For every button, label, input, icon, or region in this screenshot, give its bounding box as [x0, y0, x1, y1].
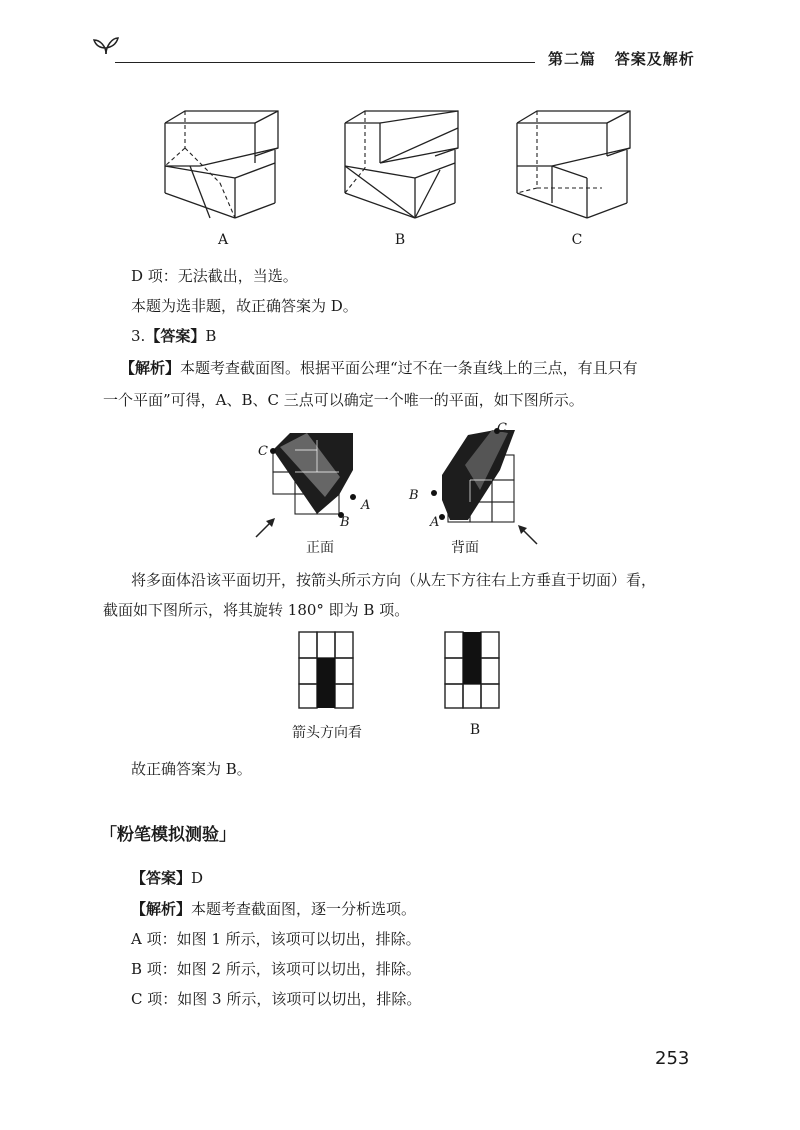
figure-solid-a — [160, 108, 285, 223]
figure-solid-b — [340, 108, 465, 223]
section-caption-arrow: 箭头方向看 — [292, 725, 362, 741]
figure-solid-c — [512, 108, 637, 223]
quiz-answer-value: D — [191, 869, 204, 887]
figure-cube-back — [420, 425, 530, 525]
analysis-text-1: 本题考查截面图。根据平面公理“过不在一条直线上的三点，有且只有 — [180, 359, 638, 377]
quiz-analysis-text: 本题考查截面图，逐一分析选项。 — [191, 900, 417, 918]
figure-section-arrow-view — [297, 630, 357, 710]
figure-section-option-b — [443, 630, 503, 710]
front-view-arrow-icon — [253, 515, 278, 540]
q3-number: 3. — [131, 327, 146, 345]
front-point-b: B — [340, 515, 350, 530]
front-point-c: C — [258, 444, 268, 459]
quiz-analysis — [131, 899, 416, 919]
header-rule — [115, 62, 535, 63]
q3-answer-value: B — [205, 327, 217, 345]
header-section: 第二篇 — [548, 50, 597, 68]
q3-answer-label: 【答案】 — [145, 327, 206, 345]
quiz-analysis-label: 【解析】 — [131, 900, 192, 918]
cut-text-2: 截面如下图所示，将其旋转 180° 即为 B 项。 — [103, 601, 410, 619]
quiz-c-item: C 项：如图 3 所示，该项可以切出，排除。 — [131, 990, 422, 1008]
cut-text-1: 将多面体沿该平面切开，按箭头所示方向（从左下方往右上方垂直于切面）看， — [131, 571, 657, 589]
back-point-b: B — [409, 488, 419, 503]
section-title: 「粉笔模拟测验」 — [100, 825, 236, 845]
quiz-a-item: A 项：如图 1 所示，该项可以切出，排除。 — [131, 930, 421, 948]
front-caption: 正面 — [306, 540, 334, 556]
back-point-c: C — [497, 421, 507, 436]
quiz-answer-label: 【答案】 — [131, 869, 192, 887]
quiz-b-item: B 项：如图 2 所示，该项可以切出，排除。 — [131, 960, 421, 978]
figure-label-a: A — [217, 232, 229, 248]
figure-label-c: C — [571, 232, 583, 248]
analysis-line-1 — [120, 358, 638, 378]
analysis-line-2: 一个平面”可得，A、B、C 三点可以确定一个唯一的平面，如下图所示。 — [103, 391, 584, 409]
back-view-arrow-icon — [515, 522, 540, 547]
figure-cube-front — [255, 425, 370, 525]
page-number: 253 — [655, 1048, 690, 1069]
running-header — [548, 48, 695, 69]
quiz-answer — [131, 868, 203, 888]
figure-label-b: B — [394, 232, 406, 248]
leaf-logo-icon — [92, 34, 120, 56]
q3-answer — [131, 326, 216, 346]
back-caption: 背面 — [451, 540, 479, 556]
header-title: 答案及解析 — [614, 50, 695, 68]
d-item-text: D 项：无法截出，当选。 — [131, 267, 298, 285]
conclusion-1: 本题为选非题，故正确答案为 D。 — [131, 297, 358, 315]
conclusion-2: 故正确答案为 B。 — [131, 760, 252, 778]
back-point-a: A — [430, 515, 440, 530]
section-caption-b: B — [469, 722, 481, 738]
front-point-a: A — [361, 498, 371, 513]
analysis-label: 【解析】 — [120, 359, 181, 377]
